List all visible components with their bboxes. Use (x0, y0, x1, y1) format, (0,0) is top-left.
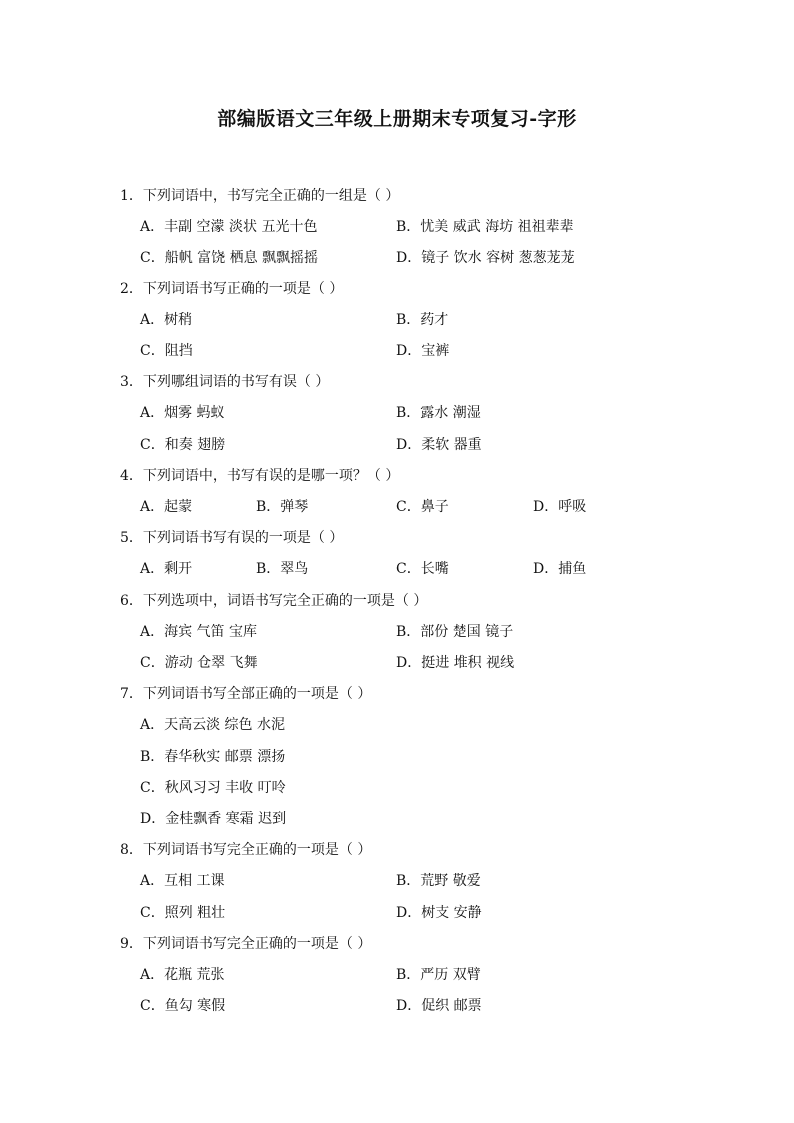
question-2-stem: 2．下列词语书写正确的一项是（ ） (120, 281, 344, 297)
question-1-option-d: D．镜子 饮水 容树 葱葱茏茏 (396, 250, 575, 266)
question-8-option-a: A．互相 工课 (140, 873, 225, 889)
question-4-option-b: B．弹琴 (256, 499, 309, 515)
question-8-option-d: D．树支 安静 (396, 905, 482, 921)
question-7-option-a: A．天高云淡 综色 水泥 (140, 717, 286, 733)
question-8-option-b: B．荒野 敬爱 (396, 873, 481, 889)
question-2-option-a: A．树稍 (140, 312, 193, 328)
question-9-option-b: B．严历 双臂 (396, 967, 481, 983)
question-2-option-d: D．宝裤 (396, 343, 450, 359)
question-9-option-c: C．鱼勾 寒假 (140, 998, 226, 1014)
question-4-option-d: D．呼吸 (533, 499, 587, 515)
question-3-option-d: D．柔软 器重 (396, 437, 482, 453)
question-2-option-b: B．药才 (396, 312, 449, 328)
question-1-option-a: A．丰副 空濛 淡状 五光十色 (140, 219, 318, 235)
question-9-stem: 9．下列词语书写完全正确的一项是（ ） (120, 936, 372, 952)
question-6-option-a: A．海宾 气笛 宝库 (140, 624, 258, 640)
question-6-option-d: D．挺进 堆积 视线 (396, 655, 515, 671)
question-1-stem: 1．下列词语中，书写完全正确的一组是（ ） (120, 188, 400, 204)
question-6-option-c: C．游动 仓翠 飞舞 (140, 655, 258, 671)
question-3-option-a: A．烟雾 蚂蚁 (140, 405, 225, 421)
question-4-option-a: A．起蒙 (140, 499, 193, 515)
question-8-option-c: C．照列 粗壮 (140, 905, 226, 921)
question-6-option-b: B．部份 楚国 镜子 (396, 624, 514, 640)
question-4-stem: 4．下列词语中，书写有误的是哪一项？（ ） (120, 468, 400, 484)
question-6-stem: 6．下列选项中，词语书写完全正确的一项是（ ） (120, 593, 428, 609)
question-5-stem: 5．下列词语书写有误的一项是（ ） (120, 530, 344, 546)
question-5-option-a: A．剩开 (140, 561, 193, 577)
page-title: 部编版语文三年级上册期末专项复习-字形 (217, 108, 577, 130)
question-7-option-d: D．金桂飘香 寒霜 迟到 (140, 811, 287, 827)
question-1-option-c: C．船帆 富饶 栖息 飘飘摇摇 (140, 250, 319, 266)
question-7-option-b: B．春华秋实 邮票 漂扬 (140, 749, 286, 765)
question-2-option-c: C．阻挡 (140, 343, 193, 359)
question-9-option-d: D．促织 邮票 (396, 998, 482, 1014)
question-5-option-b: B．翠鸟 (256, 561, 309, 577)
question-7-option-c: C．秋风习习 丰收 叮呤 (140, 780, 286, 796)
question-1-option-b: B．忧美 威武 海坊 祖祖辈辈 (396, 219, 574, 235)
question-3-option-b: B．露水 潮湿 (396, 405, 481, 421)
question-7-stem: 7．下列词语书写全部正确的一项是（ ） (120, 686, 372, 702)
question-9-option-a: A．花瓶 荒张 (140, 967, 225, 983)
question-3-option-c: C．和奏 翅膀 (140, 437, 226, 453)
question-8-stem: 8．下列词语书写完全正确的一项是（ ） (120, 842, 372, 858)
question-5-option-d: D．捕鱼 (533, 561, 587, 577)
question-4-option-c: C．鼻子 (396, 499, 449, 515)
question-5-option-c: C．长嘴 (396, 561, 449, 577)
question-3-stem: 3．下列哪组词语的书写有误（ ） (120, 374, 330, 390)
